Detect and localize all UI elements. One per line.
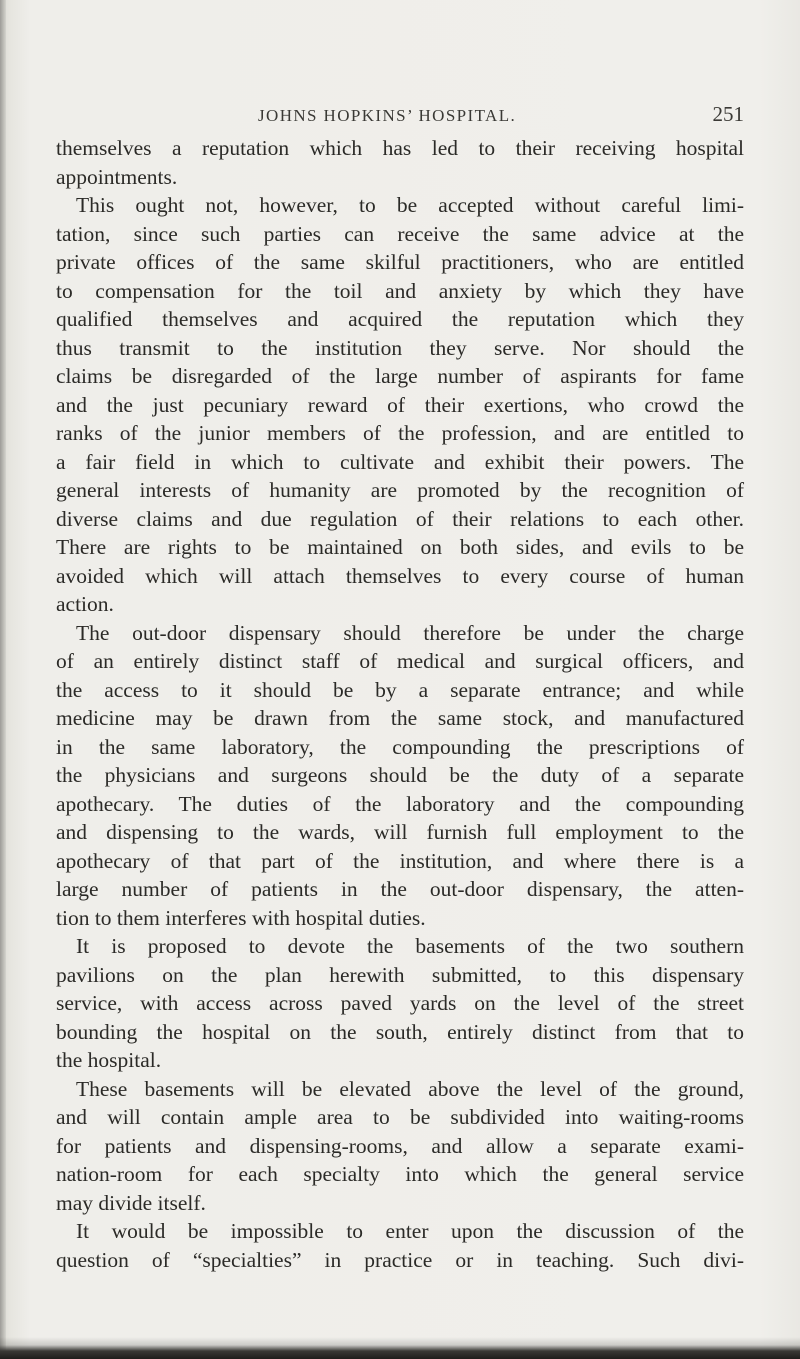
text-line: apothecary. The duties of the laboratory and the compounding — [56, 791, 744, 816]
text-line: a fair field in which to cultivate and exhibit their powers. The — [56, 449, 744, 474]
text-line: and dispensing to the wards, will furnish full employment to the — [56, 820, 744, 844]
running-head: JOHNS HOPKINS’ HOSPITAL. — [258, 106, 517, 125]
text-line: for patients and dispensing-rooms, and allow a separate exami- — [56, 1133, 744, 1158]
text-line: There are rights to be maintained on both sides, and evils to be — [56, 535, 744, 559]
text-line: question of “specialties” in practice or in teaching. Such divi- — [56, 1247, 744, 1272]
binding-shadow — [0, 0, 6, 1359]
text-line: tation, since such parties can receive the same advice at the — [56, 221, 744, 246]
page-bottom-edge — [0, 1337, 800, 1359]
body-text — [56, 134, 744, 1274]
text-line: pavilions on the plan herewith submitted, to this dispensary — [56, 962, 744, 987]
text-line: tion to them interferes with hospital duties. — [56, 905, 426, 930]
text-line: may divide itself. — [56, 1190, 206, 1215]
text-line: the access to it should be by a separate entrance; and while — [56, 677, 744, 702]
text-line: nation-room for each specialty into which the general service — [56, 1162, 744, 1186]
text-line: It would be impossible to enter upon the discussion of the — [76, 1219, 744, 1243]
text-line: This ought not, however, to be accepted without careful limi- — [76, 193, 744, 217]
page-number: 251 — [712, 102, 744, 126]
text-line: service, with access across paved yards on the level of the street — [56, 991, 744, 1015]
text-line: medicine may be drawn from the same stock, and manufactured — [56, 706, 744, 730]
text-line: large number of patients in the out-door dispensary, the atten- — [56, 877, 744, 901]
text-line: bounding the hospital on the south, entirely distinct from that to — [56, 1019, 744, 1044]
text-line: themselves a reputation which has led to their receiving hospital — [56, 136, 744, 160]
text-line: appointments. — [56, 164, 178, 189]
text-line: the hospital. — [56, 1048, 162, 1072]
text-line: avoided which will attach themselves to every course of human — [56, 563, 744, 588]
text-line: apothecary of that part of the institution, and where there is a — [56, 848, 744, 873]
text-line: The out-door dispensary should therefore be under the charge — [76, 620, 744, 645]
text-line: These basements will be elevated above the level of the ground, — [76, 1076, 744, 1101]
text-line: action. — [56, 592, 114, 616]
text-line: to compensation for the toil and anxiety by which they have — [56, 278, 744, 303]
text-line: thus transmit to the institution they serve. Nor should the — [56, 335, 744, 360]
text-line: general interests of humanity are promoted by the recognition of — [56, 478, 744, 502]
text-line: in the same laboratory, the compounding the prescriptions of — [56, 734, 744, 759]
text-line: qualified themselves and acquired the reputation which they — [56, 307, 744, 331]
text-line: of an entirely distinct staff of medical and surgical officers, and — [56, 649, 744, 673]
text-line: diverse claims and due regulation of their relations to each other. — [56, 506, 744, 531]
text-line: and will contain ample area to be subdivided into waiting-rooms — [56, 1105, 744, 1129]
page-header — [0, 100, 800, 130]
text-line: claims be disregarded of the large number of aspirants for fame — [56, 364, 744, 388]
text-line: ranks of the junior members of the profession, and are entitled to — [56, 421, 744, 445]
text-line: It is proposed to devote the basements of the two southern — [76, 934, 744, 958]
text-line: and the just pecuniary reward of their exertions, who crowd the — [56, 392, 744, 417]
text-line: private offices of the same skilful practitioners, who are entitled — [56, 250, 744, 274]
text-line: the physicians and surgeons should be the duty of a separate — [56, 763, 744, 787]
